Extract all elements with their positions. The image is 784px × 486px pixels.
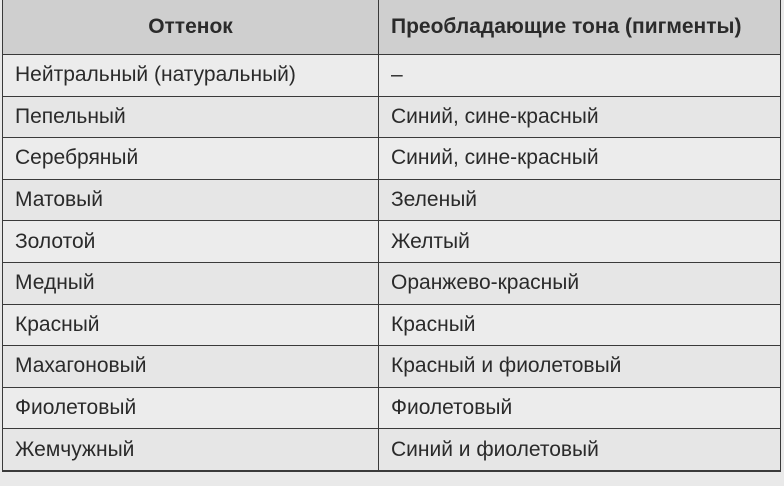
pigment-cell: Зеленый — [379, 179, 781, 221]
table-row — [3, 387, 781, 429]
shade-cell: Жемчужный — [3, 429, 379, 471]
pigment-cell: Синий, сине-красный — [379, 138, 781, 180]
pigment-cell: – — [379, 55, 781, 97]
pigment-cell: Синий, сине-красный — [379, 96, 781, 138]
pigment-cell: Красный и фиолетовый — [379, 346, 781, 388]
shade-cell: Пепельный — [3, 96, 379, 138]
pigment-cell: Желтый — [379, 221, 781, 263]
shade-cell: Золотой — [3, 221, 379, 263]
table-row — [3, 138, 781, 180]
column-header-pigments: Преобладающие тона (пигменты) — [379, 0, 781, 55]
table-row — [3, 262, 781, 304]
table-row — [3, 179, 781, 221]
header-row — [3, 0, 781, 55]
pigment-cell: Оранжево-красный — [379, 262, 781, 304]
table-row — [3, 304, 781, 346]
table-body — [3, 55, 781, 471]
pigment-cell: Синий и фиолетовый — [379, 429, 781, 471]
shade-cell: Фиолетовый — [3, 387, 379, 429]
table-row — [3, 429, 781, 471]
column-header-shade: Оттенок — [3, 0, 379, 55]
table-header — [3, 0, 781, 55]
shade-cell: Махагоновый — [3, 346, 379, 388]
shade-cell: Матовый — [3, 179, 379, 221]
table-row — [3, 221, 781, 263]
shade-pigment-table — [2, 0, 781, 472]
shade-cell: Красный — [3, 304, 379, 346]
table-row — [3, 96, 781, 138]
table-row — [3, 346, 781, 388]
pigment-cell: Фиолетовый — [379, 387, 781, 429]
shade-cell: Медный — [3, 262, 379, 304]
shade-cell: Нейтральный (натуральный) — [3, 55, 379, 97]
pigment-cell: Красный — [379, 304, 781, 346]
table-row — [3, 55, 781, 97]
shade-cell: Серебряный — [3, 138, 379, 180]
